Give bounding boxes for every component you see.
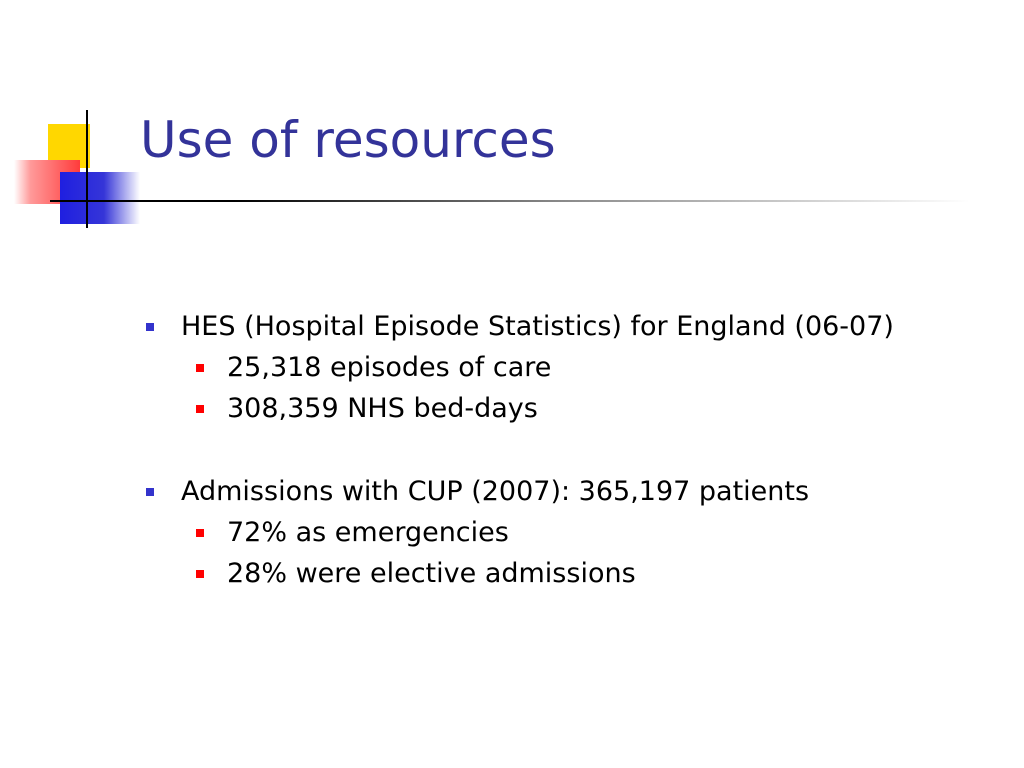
bullet-group-hes — [0, 306, 1024, 429]
logo-vertical-line — [86, 110, 88, 228]
logo-blue-square — [60, 172, 140, 224]
bullet-group-admissions — [0, 471, 1024, 594]
list-item — [0, 553, 1024, 594]
bullet-text: Admissions with CUP (2007): 365,197 patients — [181, 476, 810, 507]
list-item — [0, 306, 1024, 347]
slide-title: Use of resources — [140, 111, 556, 169]
list-item — [0, 388, 1024, 429]
square-bullet-icon — [146, 323, 154, 331]
square-bullet-icon — [146, 488, 154, 496]
list-item — [0, 471, 1024, 512]
sub-bullet-text: 308,359 NHS bed-days — [227, 393, 538, 424]
square-bullet-icon — [196, 529, 204, 537]
bullet-list — [0, 306, 1024, 636]
sub-bullet-text: 28% were elective admissions — [227, 558, 636, 589]
sub-bullet-text: 25,318 episodes of care — [227, 352, 552, 383]
square-bullet-icon — [196, 364, 204, 372]
title-underline — [50, 200, 970, 202]
bullet-text: HES (Hospital Episode Statistics) for England (06-07) — [181, 311, 894, 342]
list-item — [0, 512, 1024, 553]
square-bullet-icon — [196, 570, 204, 578]
square-bullet-icon — [196, 405, 204, 413]
sub-bullet-text: 72% as emergencies — [227, 517, 509, 548]
list-item — [0, 347, 1024, 388]
